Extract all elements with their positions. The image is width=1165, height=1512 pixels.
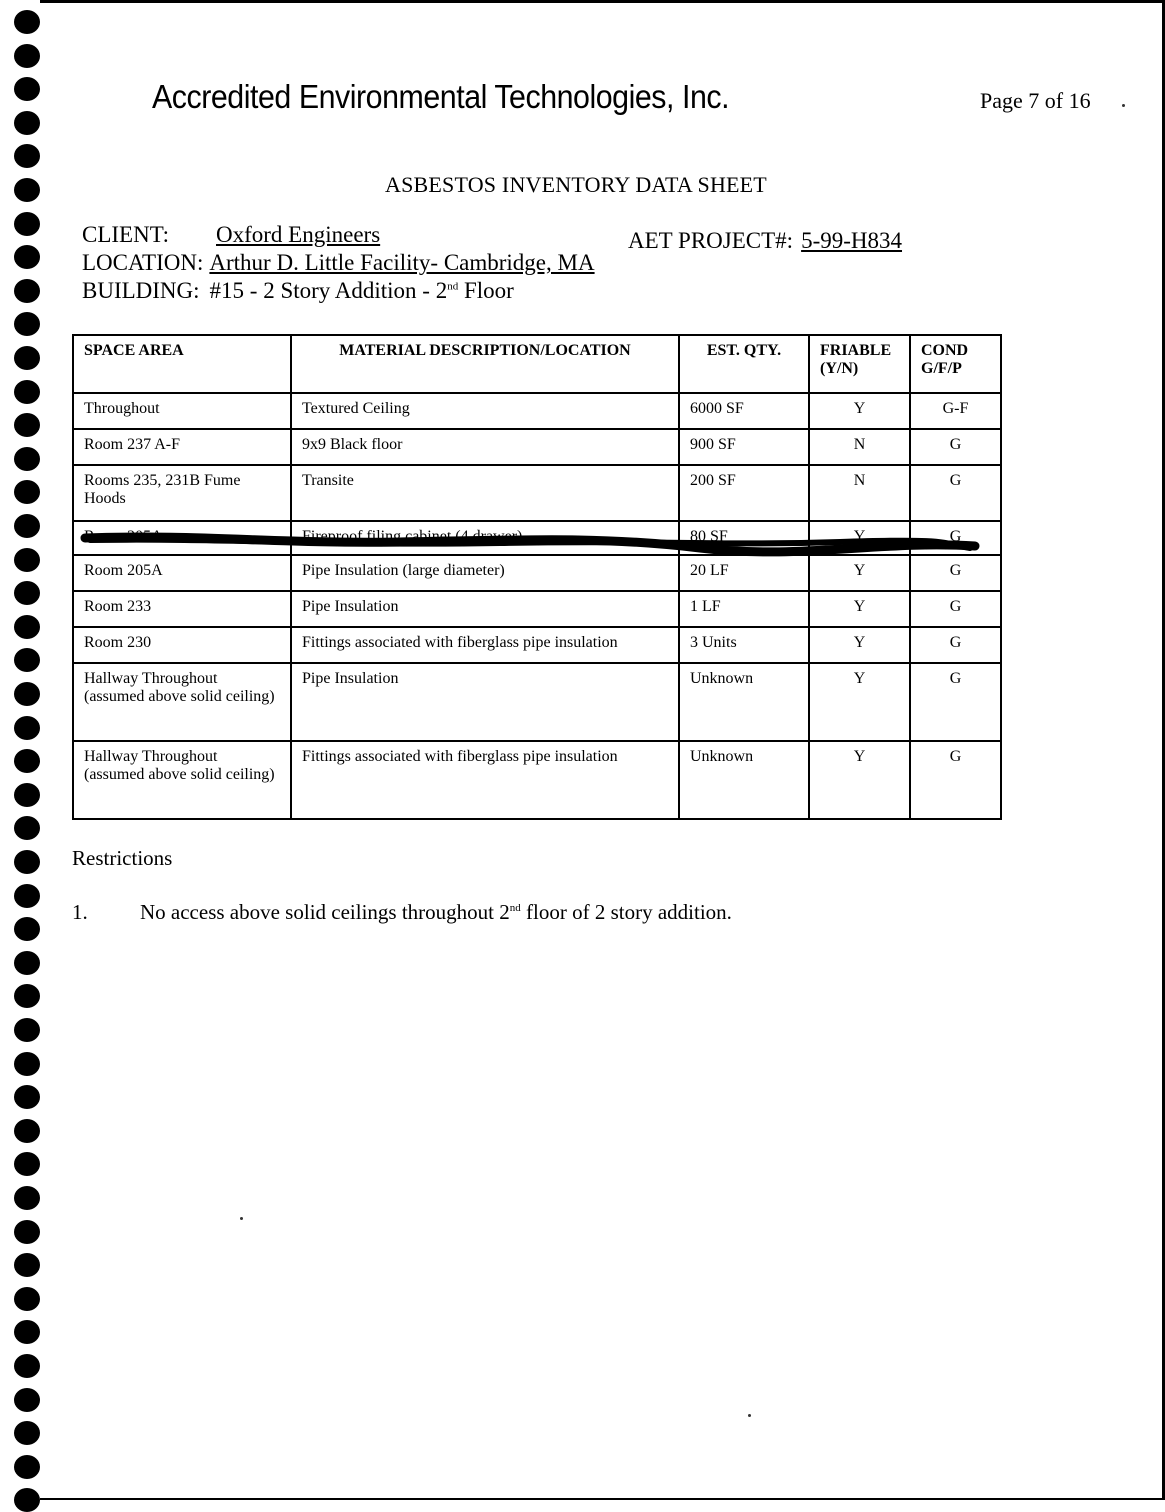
building-suffix: Floor — [458, 278, 514, 303]
cell-est-qty: 900 SF — [679, 429, 809, 465]
cell-space-area: Rooms 235, 231B Fume Hoods — [73, 465, 291, 521]
building-sup: nd — [447, 280, 459, 293]
binding-hole — [14, 144, 40, 168]
cell-friable: N — [809, 465, 910, 521]
binding-hole — [14, 1152, 40, 1176]
table-row — [73, 555, 1001, 591]
binding-hole — [14, 1253, 40, 1277]
binding-hole — [14, 1320, 40, 1344]
scan-speck — [1122, 104, 1125, 107]
cell-space-area: Room 233 — [73, 591, 291, 627]
cell-cond: G — [910, 555, 1001, 591]
header-friable: FRIABLE (Y/N) — [809, 335, 910, 393]
building-line — [82, 278, 514, 304]
cell-est-qty: Unknown — [679, 663, 809, 741]
binding-hole — [14, 816, 40, 840]
binding-hole — [14, 245, 40, 269]
cell-est-qty: 20 LF — [679, 555, 809, 591]
binding-hole — [14, 413, 40, 437]
binding-hole — [14, 884, 40, 908]
cell-cond: G — [910, 627, 1001, 663]
table-row — [73, 393, 1001, 429]
cell-space-area: Room 237 A-F — [73, 429, 291, 465]
restriction-number: 1. — [72, 900, 88, 924]
company-name: Accredited Environmental Technologies, Inc. — [152, 78, 730, 115]
table-row — [73, 429, 1001, 465]
binding-hole — [14, 548, 40, 572]
binding-hole — [14, 1488, 40, 1512]
binding-hole — [14, 783, 40, 807]
cell-space-area: Hallway Throughout (assumed above solid ceiling) — [73, 663, 291, 741]
asbestos-inventory-table — [72, 334, 1002, 820]
cell-material: Transite — [291, 465, 679, 521]
location-label: LOCATION: — [82, 250, 204, 275]
binding-hole — [14, 111, 40, 135]
binding-hole — [14, 1186, 40, 1210]
building-text: #15 - 2 Story Addition - 2 — [209, 278, 448, 303]
binding-holes — [14, 4, 46, 1500]
binding-hole — [14, 178, 40, 202]
header-cond: COND G/F/P — [910, 335, 1001, 393]
scan-speck — [748, 1414, 751, 1417]
header-space-area: SPACE AREA — [73, 335, 291, 393]
cell-friable: Y — [809, 393, 910, 429]
cell-space-area: Room 205A — [73, 521, 291, 555]
binding-hole — [14, 1220, 40, 1244]
cell-friable: Y — [809, 555, 910, 591]
cell-cond: G — [910, 741, 1001, 819]
cell-space-area: Room 205A — [73, 555, 291, 591]
table-row — [73, 627, 1001, 663]
restriction-text-prefix: No access above solid ceilings throughout 2 — [140, 900, 510, 924]
client-value: Oxford Engineers — [216, 222, 381, 247]
cell-space-area: Room 230 — [73, 627, 291, 663]
binding-hole — [14, 682, 40, 706]
binding-hole — [14, 1455, 40, 1479]
binding-hole — [14, 749, 40, 773]
cell-cond: G — [910, 465, 1001, 521]
binding-hole — [14, 279, 40, 303]
cell-cond: G — [910, 591, 1001, 627]
location-line — [82, 250, 595, 276]
cell-friable: Y — [809, 521, 910, 555]
binding-hole — [14, 615, 40, 639]
scan-speck — [240, 1217, 243, 1220]
cell-friable: Y — [809, 627, 910, 663]
building-label: BUILDING: — [82, 278, 200, 303]
binding-hole — [14, 212, 40, 236]
page-number: Page 7 of 16 — [980, 88, 1091, 113]
binding-hole — [14, 951, 40, 975]
binding-hole — [14, 1085, 40, 1109]
building-value — [210, 278, 514, 304]
binding-hole — [14, 1018, 40, 1042]
project-label: AET PROJECT#: — [628, 228, 794, 253]
cell-cond: G — [910, 521, 1001, 555]
binding-hole — [14, 346, 40, 370]
binding-hole — [14, 514, 40, 538]
page-border-top — [40, 0, 1165, 3]
cell-friable: Y — [809, 741, 910, 819]
cell-space-area: Hallway Throughout (assumed above solid ceiling) — [73, 741, 291, 819]
cell-space-area: Throughout — [73, 393, 291, 429]
client-line — [82, 222, 380, 248]
binding-hole — [14, 581, 40, 605]
cell-material: Pipe Insulation (large diameter) — [291, 555, 679, 591]
cell-est-qty: Unknown — [679, 741, 809, 819]
cell-material: Textured Ceiling — [291, 393, 679, 429]
binding-hole — [14, 380, 40, 404]
binding-hole — [14, 648, 40, 672]
binding-hole — [14, 77, 40, 101]
restriction-sup: nd — [509, 902, 521, 914]
binding-hole — [14, 917, 40, 941]
binding-hole — [14, 1287, 40, 1311]
table-row — [73, 741, 1001, 819]
table-row — [73, 663, 1001, 741]
cell-cond: G — [910, 429, 1001, 465]
binding-hole — [14, 1052, 40, 1076]
cell-material: Fittings associated with fiberglass pipe insulation — [291, 741, 679, 819]
project-value: 5-99-H834 — [801, 228, 903, 253]
table-row — [73, 465, 1001, 521]
header-est-qty: EST. QTY. — [679, 335, 809, 393]
cell-material: Fittings associated with fiberglass pipe insulation — [291, 627, 679, 663]
table-row — [73, 521, 1001, 555]
restrictions-title: Restrictions — [72, 846, 173, 870]
binding-hole — [14, 1388, 40, 1412]
binding-hole — [14, 1354, 40, 1378]
sheet-title: ASBESTOS INVENTORY DATA SHEET — [385, 172, 767, 197]
cell-material: Fireproof filing cabinet (4 drawer) — [291, 521, 679, 555]
binding-hole — [14, 984, 40, 1008]
binding-hole — [14, 480, 40, 504]
binding-hole — [14, 850, 40, 874]
table-header-row — [73, 335, 1001, 393]
cell-est-qty: 80 SF — [679, 521, 809, 555]
cell-material: 9x9 Black floor — [291, 429, 679, 465]
cell-cond: G — [910, 663, 1001, 741]
cell-friable: Y — [809, 591, 910, 627]
restriction-item — [72, 900, 732, 925]
table-row — [73, 591, 1001, 627]
cell-friable: Y — [809, 663, 910, 741]
cell-est-qty: 6000 SF — [679, 393, 809, 429]
restriction-text-suffix: floor of 2 story addition. — [520, 900, 732, 924]
binding-hole — [14, 716, 40, 740]
cell-material: Pipe Insulation — [291, 663, 679, 741]
binding-hole — [14, 312, 40, 336]
binding-hole — [14, 44, 40, 68]
binding-hole — [14, 10, 40, 34]
cell-est-qty: 200 SF — [679, 465, 809, 521]
project-line — [628, 228, 902, 254]
binding-hole — [14, 1119, 40, 1143]
cell-material: Pipe Insulation — [291, 591, 679, 627]
cell-cond: G-F — [910, 393, 1001, 429]
header-material: MATERIAL DESCRIPTION/LOCATION — [291, 335, 679, 393]
restriction-text — [140, 900, 732, 924]
cell-friable: N — [809, 429, 910, 465]
location-value: Arthur D. Little Facility- Cambridge, MA — [209, 250, 595, 275]
cell-est-qty: 3 Units — [679, 627, 809, 663]
binding-hole — [14, 1421, 40, 1445]
binding-hole — [14, 447, 40, 471]
client-label: CLIENT: — [82, 222, 170, 247]
cell-est-qty: 1 LF — [679, 591, 809, 627]
